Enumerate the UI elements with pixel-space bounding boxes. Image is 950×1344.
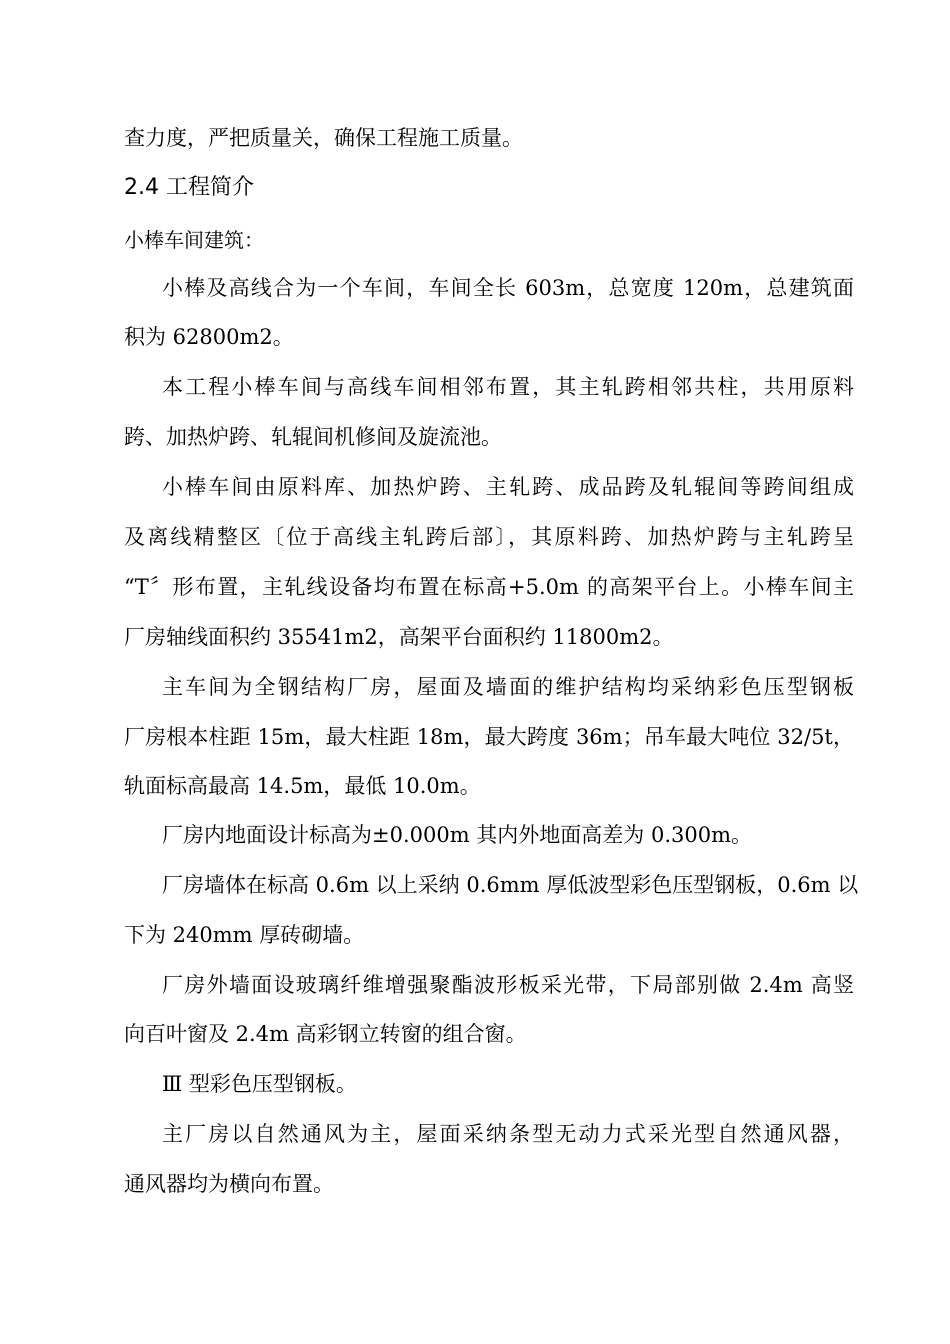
paragraph-1-line-2: 积为 62800m2。 — [124, 325, 294, 349]
paragraph-6-line-1: 厂房墙体在标高 0.6m 以上采纳 0.6mm 厚低波型彩色压型钢板，0.6m 以 — [162, 873, 859, 897]
paragraph-7-line-1: 厂房外墙面设玻璃纤维增强聚酯波形板采光带，下局部别做 2.4m 高竖 — [162, 973, 854, 997]
paragraph-5-line-1: 厂房内地面设计标高为±0.000m 其内外地面高差为 0.300m。 — [162, 823, 753, 847]
paragraph-6-line-2: 下为 240mm 厚砖砌墙。 — [124, 923, 365, 947]
paragraph-2-line-2: 跨、加热炉跨、轧辊间机修间及旋流池。 — [124, 425, 502, 449]
paragraph-3-line-1: 小棒车间由原料库、加热炉跨、主轧跨、成品跨及轧辊间等跨间组成 — [162, 475, 854, 499]
paragraph-8-line-1: Ⅲ 型彩色压型钢板。 — [162, 1072, 357, 1096]
paragraph-3-line-3: “T〞形布置，主轧线设备均布置在标高+5.0m 的高架平台上。小棒车间主 — [124, 575, 854, 599]
subsection-heading: 小棒车间建筑： — [124, 228, 264, 252]
paragraph-3-line-2: 及离线精整区〔位于高线主轧跨后部〕，其原料跨、加热炉跨与主轧跨呈 — [124, 525, 854, 549]
paragraph-1-line-1: 小棒及高线合为一个车间，车间全长 603m，总宽度 120m，总建筑面 — [162, 276, 854, 300]
paragraph-3-line-4: 厂房轴线面积约 35541m2，高架平台面积约 11800m2。 — [124, 625, 674, 649]
paragraph-9-line-1: 主厂房以自然通风为主，屋面采纳条型无动力式采光型自然通风器， — [162, 1122, 854, 1146]
paragraph-4-line-3: 轨面标高最高 14.5m，最低 10.0m。 — [124, 774, 481, 798]
paragraph-4-line-1: 主车间为全钢结构厂房，屋面及墙面的维护结构均采纳彩色压型钢板 — [162, 675, 854, 699]
paragraph-9-line-2: 通风器均为横向布置。 — [124, 1172, 334, 1196]
paragraph-2-line-1: 本工程小棒车间与高线车间相邻布置，其主轧跨相邻共柱，共用原料 — [162, 375, 854, 399]
continuation-text: 查力度，严把质量关，确保工程施工质量。 — [124, 126, 523, 150]
paragraph-7-line-2: 向百叶窗及 2.4m 高彩钢立转窗的组合窗。 — [124, 1022, 527, 1046]
section-heading: 2.4 工程简介 — [124, 175, 254, 200]
paragraph-4-line-2: 厂房根本柱距 15m，最大柱距 18m，最大跨度 36m；吊车最大吨位 32/5t， — [124, 725, 854, 749]
